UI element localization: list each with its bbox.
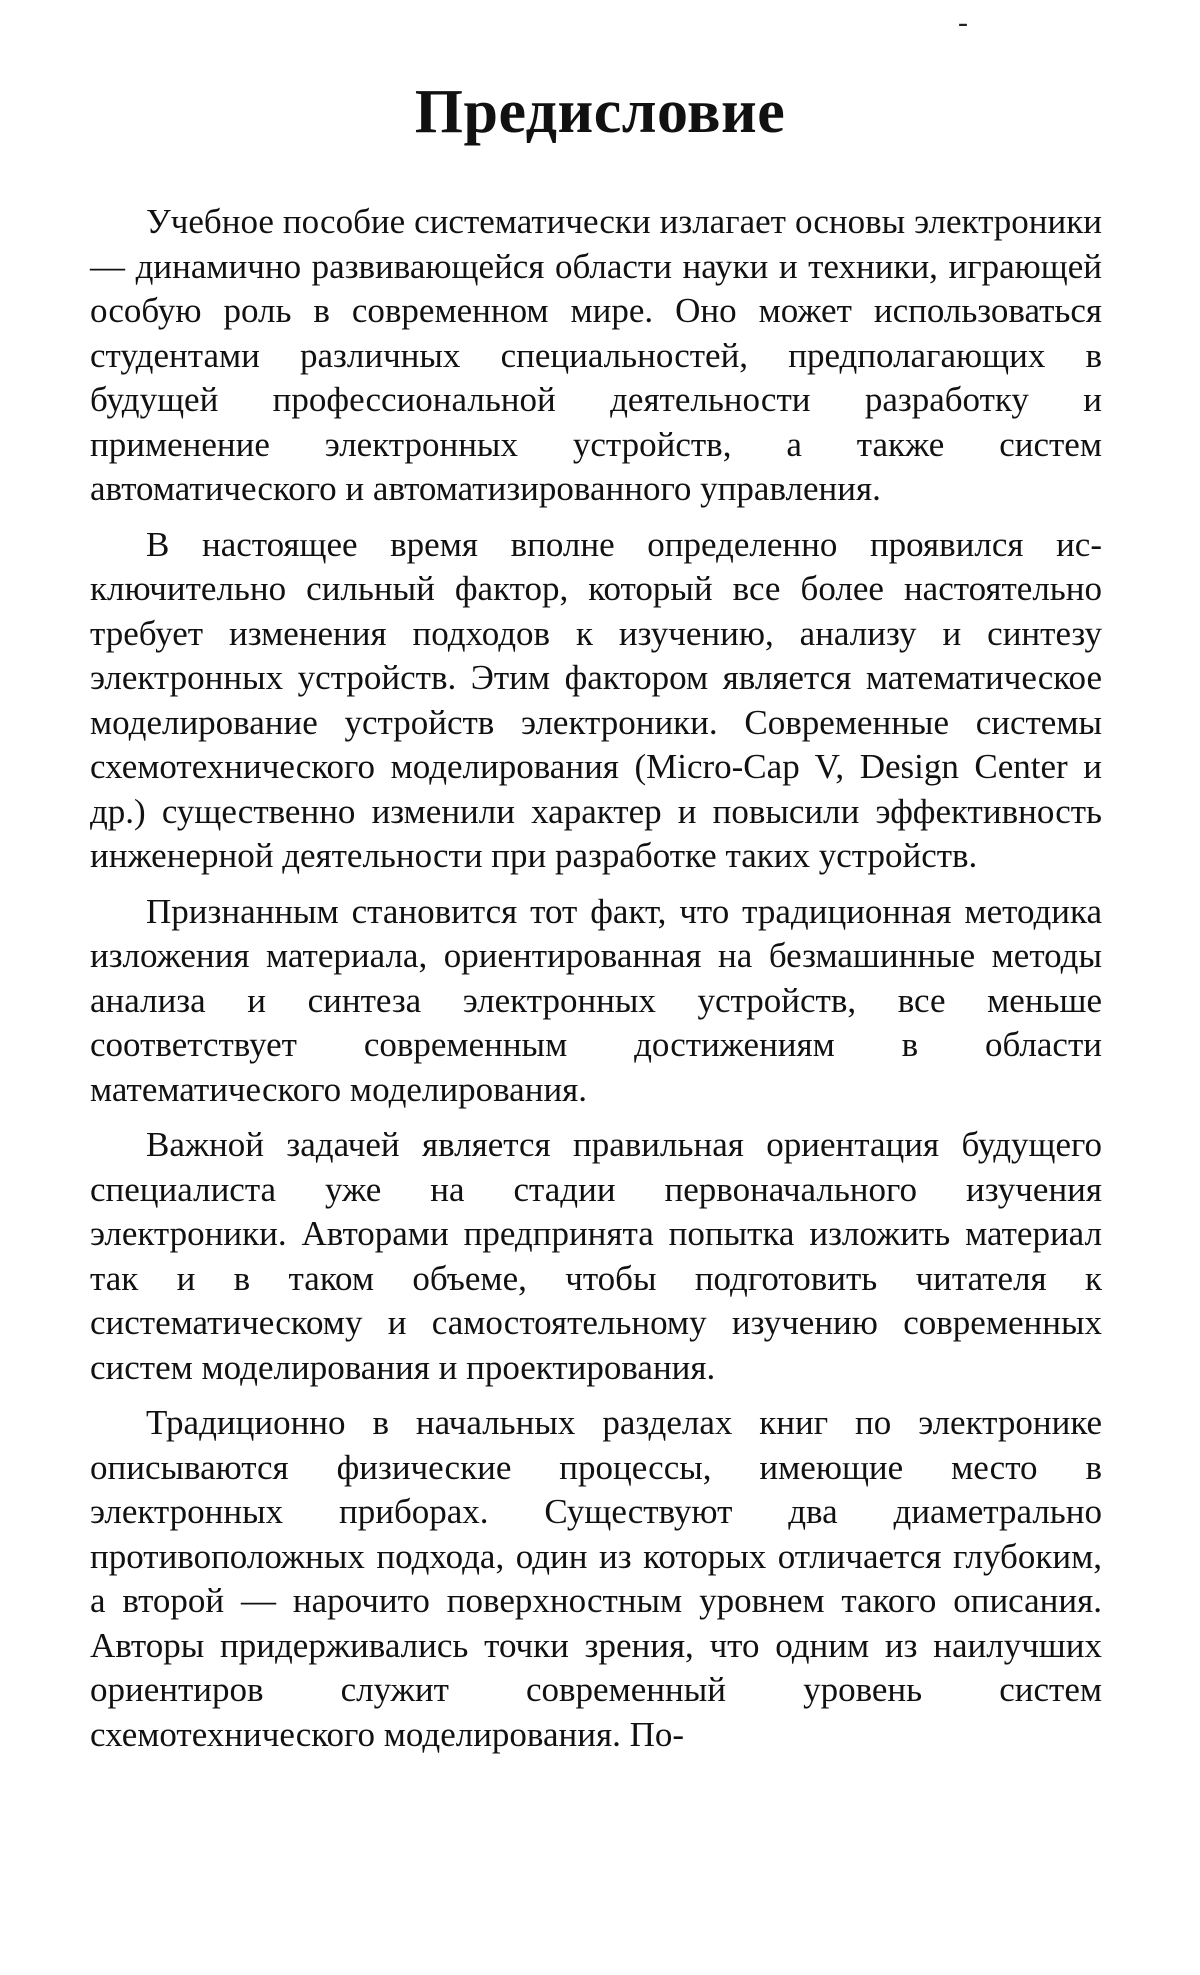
body-text [90,200,1102,1768]
paragraph-4: Важной задачей является правильная ориентация будущего специалиста уже на стадии первоначального изучения электроники. Авторами предпринята попытка изложить материал так и в таком объеме, чтобы подготовить читателя к систематическому и самостоятельному изучению современных систем моделирования и проектирования. [90,1125,1102,1387]
paragraph-5: Традиционно в начальных разделах книг по электронике описываются физические процессы, имеющие место в электронных приборах. Существуют два диаметрально противоположных подхода, один из которых отличается глубоким, а второй — нарочито поверхностным уровнем такого описания. Авторы придерживались точки зрения, что одним из наилучших ориентиров служит современный уровень систем схемотехнического моделирования. По- [90,1403,1102,1754]
paragraph-3: Признанным становится тот факт, что традиционная методика изложения материала, ориентированная на безмашинные методы анализа и синтеза электронных устройств, все меньше соответствует современным достижениям в области математического моделирования. [90,891,1102,1109]
corner-mark: - [958,6,968,39]
page-title: Предисловие [414,78,786,146]
paragraph-2: В настоящее время вполне определенно проявился исключительно сильный фактор, который все более настоятельно требует изменения подходов к изучению, анализу и синтезу электронных устройств. Этим фактором является математическое моделирование устройств электроники. Современные системы схемотехнического моделирования (Micro-Cap V, Design Center и др.) существенно изменили характер и повысили эффективность инженерной деятельности при разработке таких устройств. [90,524,1102,875]
paragraph-1: Учебное пособие систематически излагает основы электроники — динамично развивающейся области науки и техники, играющей особую роль в современном мире. Оно может использоваться студентами различных специальностей, предполагающих в будущей профессиональной деятельности разработку и применение электронных устройств, а также систем автоматического и автоматизированного управления. [90,202,1102,508]
